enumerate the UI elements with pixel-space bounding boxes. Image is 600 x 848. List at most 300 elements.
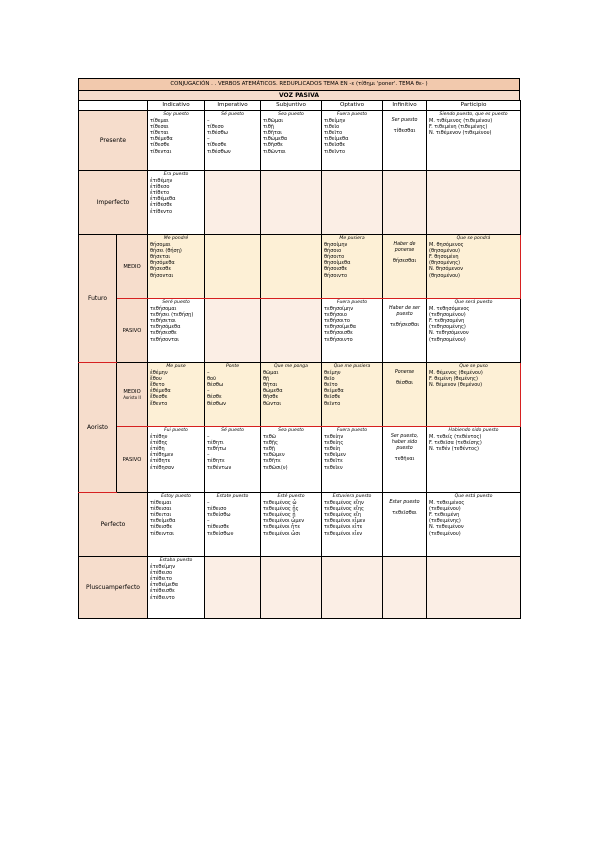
presente-imperativo (205, 111, 261, 171)
form-line: ἐτέθη (150, 446, 165, 453)
form-line: θῇ (263, 376, 270, 383)
aoristo-medio-participio (427, 363, 521, 427)
form-line: τίθενται (150, 148, 172, 155)
presente-indicativo (148, 111, 205, 171)
imperfecto-indicativo (148, 171, 205, 235)
form-heading: Estuviera puesto (332, 494, 372, 499)
corner-cell (79, 101, 148, 111)
form-line: τεθειμένοι ὦσι (263, 530, 301, 537)
tense-label-imperfecto: Imperfecto (79, 171, 148, 235)
form-line: θησόμεθα (150, 260, 175, 267)
perfecto-optativo (322, 493, 383, 557)
form-line: N. τεθέν (τεθέντος) (429, 446, 479, 453)
form-line: τεθειμένοι εἶεν (324, 530, 363, 537)
form-line: – (207, 500, 210, 507)
form-block (205, 111, 260, 156)
form-line: τιθέμεθα (150, 136, 173, 143)
form-line: τεθήσεσθε (150, 330, 177, 337)
futuro-medio-participio (427, 235, 521, 299)
form-line: N. θέμενον (θεμένου) (429, 382, 483, 389)
form-line: τεθήσονται (150, 336, 179, 343)
form-heading: Sé puesto (221, 428, 244, 433)
form-line: ἐτέθης (150, 440, 168, 447)
form-line: τεθήσεται (150, 318, 176, 325)
form-line: – (207, 118, 210, 125)
form-line: θέσθαι (396, 380, 413, 387)
sheet-title: CONJUGACIÓN . . VERBOS ATEMÁTICOS. REDUPLICADOS TEMA EN -ε (τίθημι 'poner'. TEMA θε- ) (78, 78, 520, 90)
column-header-row (79, 101, 521, 111)
form-heading: Ser puesto, haber sido puesto (390, 434, 419, 452)
form-line: ἐτέθητε (150, 458, 171, 465)
form-line: τεθειμένος ᾖς (263, 506, 299, 513)
row-presente (79, 111, 521, 171)
form-line: – (207, 434, 210, 441)
form-line: τιθώμεθα (263, 136, 288, 143)
form-line: τεθεῖσθαι (392, 510, 417, 517)
form-line: τεθείσθω (207, 512, 231, 519)
futuro-pasivo-infinitivo (383, 299, 427, 363)
aoristo-pasivo-infinitivo (383, 427, 427, 493)
form-line: τιθῆσθε (263, 142, 283, 149)
form-line: ἐτίθεσθε (150, 202, 173, 209)
form-line: θησοίμην (324, 242, 348, 249)
form-line: τεθησοίμεθα (324, 324, 357, 331)
form-line: θήσει (θήσῃ) (150, 248, 182, 255)
form-heading: Me puse (166, 364, 186, 369)
pluscuamperfecto-optativo-empty (322, 557, 383, 619)
form-line: τίθεσθε (207, 142, 227, 149)
form-line: τίθεσθαι (393, 128, 416, 135)
form-line: θείμεθα (324, 388, 344, 395)
form-line: τεθείην (324, 434, 344, 441)
form-line: τεθῶ (263, 434, 276, 441)
tense-label-futuro: Futuro (79, 235, 117, 363)
form-line: F. τιθεμένη (τιθεμένης) (429, 124, 488, 131)
form-line: τεθῆναι (394, 456, 415, 463)
pluscuamperfecto-indicativo (148, 557, 205, 619)
aoristo-medio-indicativo (148, 363, 205, 427)
form-line: ἐτίθεντο (150, 208, 173, 215)
form-line: τεθήσοιντο (324, 336, 353, 343)
form-line: τιθεῖσθε (324, 142, 346, 149)
col-header-subjuntivo: Subjuntivo (261, 101, 322, 111)
futuro-medio-optativo (322, 235, 383, 299)
form-line: θέσθω (207, 382, 224, 389)
form-heading: Que será puesto (454, 300, 493, 305)
form-line: ἐτίθετο (150, 190, 170, 197)
form-line: (θησομένου) (429, 272, 460, 279)
form-line: θήσεται (150, 254, 171, 261)
voice-label-aoristo-pasivo: PASIVO (117, 427, 148, 493)
form-line: F. θεμένη (θεμένης) (429, 376, 478, 383)
voice-label-aoristo-medio-text: MEDIO (123, 389, 141, 395)
form-line: τέθητε (207, 458, 225, 465)
imperfecto-optativo-empty (322, 171, 383, 235)
aoristo-pasivo-subjuntivo (261, 427, 322, 493)
form-line: (τεθησομένου) (429, 336, 466, 343)
form-line: ἐτιθέμην (150, 178, 173, 185)
form-line: ἐτεθείμεθα (150, 582, 179, 589)
form-block (427, 235, 520, 280)
futuro-medio-infinitivo (383, 235, 427, 299)
aoristo-medio-optativo (322, 363, 383, 427)
form-line: ἐτέθειντο (150, 594, 175, 601)
form-line: τέθεισο (207, 506, 227, 513)
form-heading: Fuera puesto (336, 428, 368, 433)
form-line: τεθεῖτε (324, 458, 343, 465)
col-header-infinitivo: Infinitivo (383, 101, 427, 111)
form-line: (θησομένου) (429, 248, 460, 255)
form-heading: Estoy puesto (161, 494, 191, 499)
form-block (148, 427, 204, 472)
form-block (148, 557, 204, 602)
form-line: – (207, 388, 210, 395)
form-block (427, 363, 520, 389)
form-line: N. τεθησόμενον (429, 330, 469, 337)
form-line: – (207, 518, 210, 525)
pluscuamperfecto-participio-empty (427, 557, 521, 619)
form-line: τεθειμένοι ἦτε (263, 524, 301, 531)
form-line: θεῖο (324, 376, 335, 383)
form-heading: Sea puesto (278, 112, 304, 117)
form-line: θέσθε (207, 394, 222, 401)
form-line: τέθειται (150, 512, 172, 519)
form-line: τιθέσθων (207, 148, 231, 155)
form-heading: Estaba puesto (159, 558, 193, 563)
futuro-pasivo-optativo (322, 299, 383, 363)
aoristo-medio-infinitivo (383, 363, 427, 427)
form-line: ἔθου (150, 376, 162, 383)
form-line: ἔθετο (150, 382, 165, 389)
form-line: (τεθησομένου) (429, 312, 466, 319)
form-line: τεθήσοισθε (324, 330, 353, 337)
form-line: θεῖντο (324, 400, 341, 407)
form-line: F. τεθειμένη (429, 512, 460, 519)
form-line: M. τεθησόμενος (429, 306, 470, 313)
futuro-pasivo-imperativo-empty (205, 299, 261, 363)
form-line: τέθητι (207, 440, 224, 447)
form-heading: Sea puesto (278, 428, 304, 433)
form-heading: Que me pusiera (333, 364, 371, 369)
form-heading: Estar puesto (389, 500, 420, 505)
perfecto-indicativo (148, 493, 205, 557)
form-line: τιθῆται (263, 130, 282, 137)
form-line: (τεθειμένης) (429, 518, 461, 525)
form-line: ἐτιθέμεθα (150, 196, 176, 203)
form-block (383, 235, 426, 265)
form-heading: Era puesto (163, 172, 189, 177)
form-block (148, 171, 204, 216)
form-block (205, 363, 260, 408)
row-perfecto (79, 493, 521, 557)
form-line: θεῖσθε (324, 394, 341, 401)
form-block (427, 493, 520, 538)
form-line: τέθεισθε (207, 524, 230, 531)
form-line: τεθεῖεν (324, 464, 343, 471)
aoristo-pasivo-optativo (322, 427, 383, 493)
form-line: θῆται (263, 382, 278, 389)
perfecto-infinitivo (383, 493, 427, 557)
imperfecto-participio-empty (427, 171, 521, 235)
form-heading: Sé puesto (221, 112, 244, 117)
pluscuamperfecto-subjuntivo-empty (261, 557, 322, 619)
form-line: N. θησόμενον (429, 266, 463, 273)
form-heading: Ser puesto (391, 118, 418, 123)
form-line: τεθῆτε (263, 458, 281, 465)
futuro-medio-imperativo-empty (205, 235, 261, 299)
form-line: τέθεισαι (150, 506, 172, 513)
form-line: ἐτίθεσο (150, 184, 170, 191)
form-line: τέθεινται (150, 530, 174, 537)
futuro-medio-indicativo (148, 235, 205, 299)
form-heading: Habiendo sido puesto (448, 428, 499, 433)
form-block (383, 111, 426, 135)
aoristo-medio-subjuntivo (261, 363, 322, 427)
form-line: τίθεμαι (150, 118, 169, 125)
form-line: τιθείμην (324, 118, 346, 125)
form-line: τεθειμένοι εἶμεν (324, 518, 366, 525)
row-futuro-medio (79, 235, 521, 299)
form-line: M. θέμενος (θεμένου) (429, 370, 483, 377)
form-line: M. τιθέμενος (τιθεμένου) (429, 118, 493, 125)
imperfecto-imperativo-empty (205, 171, 261, 235)
form-line: (θησομένης) (429, 260, 461, 267)
form-line: ἐτέθεισο (150, 570, 173, 577)
form-line: τεθειμένοι εἶτε (324, 524, 363, 531)
presente-subjuntivo (261, 111, 322, 171)
aoristo-pasivo-participio (427, 427, 521, 493)
aoristo-pasivo-indicativo (148, 427, 205, 493)
tense-label-pluscuamperfecto: Pluscuamperfecto (79, 557, 148, 619)
form-line: F. θησομένη (429, 254, 459, 261)
form-line: τεθῇς (263, 440, 278, 447)
form-line: θήσοισθε (324, 266, 348, 273)
form-line: θήσονται (150, 272, 174, 279)
form-heading: Fuera puesto (336, 112, 368, 117)
col-header-participio: Participio (427, 101, 521, 111)
form-heading: Que me ponga (274, 364, 308, 369)
col-header-imperativo: Imperativo (205, 101, 261, 111)
form-line: τέθειμαι (150, 500, 172, 507)
form-line: τεθειμένος εἴης (324, 506, 364, 513)
row-aoristo-medio (79, 363, 521, 427)
form-block (322, 363, 382, 408)
form-block (322, 427, 382, 472)
tense-label-presente: Presente (79, 111, 148, 171)
form-line: τεθησόμεθα (150, 324, 181, 331)
form-line: (τεθησομένης) (429, 324, 466, 331)
form-block (383, 427, 426, 463)
form-line: τεθειμένος εἴη (324, 512, 361, 519)
form-heading: Fuera puesto (336, 300, 368, 305)
form-line: ἐτέθημεν (150, 452, 174, 459)
form-line: ἐθέμεθα (150, 388, 171, 395)
voice-label-futuro-medio: MEDIO (117, 235, 148, 299)
voice-label-futuro-pasivo: PASIVO (117, 299, 148, 363)
tense-label-aoristo: Aoristo (79, 363, 117, 493)
form-heading: Seré puesto (162, 300, 190, 305)
form-line: τεθήσοιο (324, 312, 347, 319)
voice-header: VOZ PASIVA (78, 90, 520, 100)
form-line: θήσεσθε (150, 266, 172, 273)
form-heading: Haber de ponerse (393, 242, 416, 254)
perfecto-subjuntivo (261, 493, 322, 557)
form-line: θήσοιτο (324, 254, 345, 261)
aoristo-medio-imperativo (205, 363, 261, 427)
form-line: – (207, 370, 210, 377)
form-heading: Fui puesto (164, 428, 188, 433)
form-line: θείμην (324, 370, 341, 377)
form-block (322, 493, 382, 538)
form-line: τεθήσοιτο (324, 318, 350, 325)
form-line: τέθεισθε (150, 524, 173, 531)
form-block (148, 111, 204, 156)
futuro-pasivo-participio (427, 299, 521, 363)
col-header-indicativo: Indicativo (148, 101, 205, 111)
form-line: τιθεῖντο (324, 148, 346, 155)
form-line: θοῦ (207, 376, 217, 383)
form-heading: Me pusiera (339, 236, 365, 241)
form-line: τεθήσει (τεθήσῃ) (150, 312, 194, 319)
form-line: M. τεθείς (τεθέντος) (429, 434, 482, 441)
futuro-pasivo-indicativo (148, 299, 205, 363)
form-line: θῆσθε (263, 394, 279, 401)
form-heading: Ponte (225, 364, 240, 369)
form-heading: Soy puesto (163, 112, 189, 117)
imperfecto-subjuntivo-empty (261, 171, 322, 235)
form-heading: Siendo puesto, que es puesto (439, 112, 508, 117)
form-heading: Haber de ser puesto (389, 306, 420, 318)
form-line: τιθείμεθα (324, 136, 349, 143)
form-line: τιθεῖο (324, 124, 340, 131)
conjugation-table (78, 100, 521, 619)
form-block (322, 299, 382, 344)
futuro-pasivo-subjuntivo-empty (261, 299, 322, 363)
form-line: M. θησόμενος (429, 242, 464, 249)
form-line: τεθήσεσθαι (389, 322, 420, 329)
form-line: θήσοιο (324, 248, 342, 255)
aoristo-pasivo-imperativo (205, 427, 261, 493)
pluscuamperfecto-imperativo-empty (205, 557, 261, 619)
row-pluscuamperfecto (79, 557, 521, 619)
form-heading: Me pondré (163, 236, 189, 241)
form-line: τεθῶμεν (263, 452, 285, 459)
row-imperfecto (79, 171, 521, 235)
form-line: τιθῶνται (263, 148, 286, 155)
form-line: θήσοιντο (324, 272, 348, 279)
form-line: τεθήτω (207, 446, 227, 453)
form-line: τεθήσομαι (150, 306, 177, 313)
form-line: τίθεσο (207, 124, 224, 131)
form-block (322, 111, 382, 156)
form-line: τεθεῖμεν (324, 452, 346, 459)
form-line: θησοίμεθα (324, 260, 351, 267)
form-line: τεθειμένος ὦ (263, 500, 297, 507)
form-line: θέσθων (207, 400, 226, 407)
presente-optativo (322, 111, 383, 171)
form-line: τεθειμένοι ὦμεν (263, 518, 305, 525)
form-heading: Que está puesto (454, 494, 493, 499)
form-line: N. τιθέμενον (τιθεμένου) (429, 130, 492, 137)
form-heading: Esté puesto (277, 494, 305, 499)
form-line: N. τεθειμένον (429, 524, 464, 531)
form-line: τεθείσθων (207, 530, 234, 537)
form-line: τιθεῖτο (324, 130, 343, 137)
form-line: ἐτέθην (150, 434, 168, 441)
form-block (261, 427, 321, 472)
form-block (148, 363, 204, 408)
form-block (383, 363, 426, 387)
form-heading: Ponerse (394, 370, 415, 375)
form-line: – (207, 452, 210, 459)
col-header-optativo: Optativo (322, 101, 383, 111)
form-line: τίθεται (150, 130, 169, 137)
form-heading: Estate puesto (216, 494, 249, 499)
form-line: ἔθεντο (150, 400, 168, 407)
form-block (427, 111, 520, 137)
form-line: τεθειμένος ᾖ (263, 512, 296, 519)
form-line: ἐτέθεισθε (150, 588, 175, 595)
form-line: θήσομαι (150, 242, 171, 249)
form-line: τεθειμένος εἴην (324, 500, 364, 507)
form-line: F. τεθησομένη (429, 318, 465, 325)
form-line: θῶνται (263, 400, 282, 407)
form-block (148, 493, 204, 538)
form-block (148, 299, 204, 344)
presente-participio (427, 111, 521, 171)
row-aoristo-pasivo (79, 427, 521, 493)
form-line: ἐτέθησαν (150, 464, 174, 471)
form-block (205, 427, 260, 472)
conjugation-sheet (78, 78, 520, 619)
form-block (427, 427, 520, 453)
form-heading: Que se pondrá (456, 236, 491, 241)
futuro-medio-subjuntivo-empty (261, 235, 322, 299)
form-block (427, 299, 520, 344)
form-line: (τεθειμένου) (429, 530, 461, 537)
row-futuro-pasivo (79, 299, 521, 363)
form-block (261, 111, 321, 156)
form-line: M. τεθειμένος (429, 500, 465, 507)
form-line: τεθείη (324, 446, 341, 453)
form-line: τίθεσαι (150, 124, 169, 131)
perfecto-imperativo (205, 493, 261, 557)
form-block (205, 493, 260, 538)
voice-sublabel-aoristo-ii: Aoristo II (123, 395, 141, 400)
form-line: τεθέντων (207, 464, 232, 471)
form-line: τίθεσθε (150, 142, 170, 149)
form-line: τιθέσθω (207, 130, 228, 137)
form-line: F. τεθεῖσα (τεθείσης) (429, 440, 482, 447)
form-line: θήσεσθαι (392, 258, 417, 265)
form-block (322, 235, 382, 280)
form-line: (τεθειμένου) (429, 506, 461, 513)
form-block (261, 493, 321, 538)
form-line: ἐθέμην (150, 370, 168, 377)
form-block (383, 299, 426, 329)
form-line: τεθησοίμην (324, 306, 354, 313)
form-line: ἐτέθειτο (150, 576, 172, 583)
form-line: τεθῇ (263, 446, 275, 453)
voice-label-aoristo-medio (117, 363, 148, 427)
form-line: θῶμαι (263, 370, 279, 377)
tense-label-perfecto: Perfecto (79, 493, 148, 557)
form-block (148, 235, 204, 280)
form-line: τεθῶσι(ν) (263, 464, 288, 471)
form-line: – (207, 136, 210, 143)
form-line: τεθείμεθα (150, 518, 176, 525)
form-line: τεθείης (324, 440, 344, 447)
